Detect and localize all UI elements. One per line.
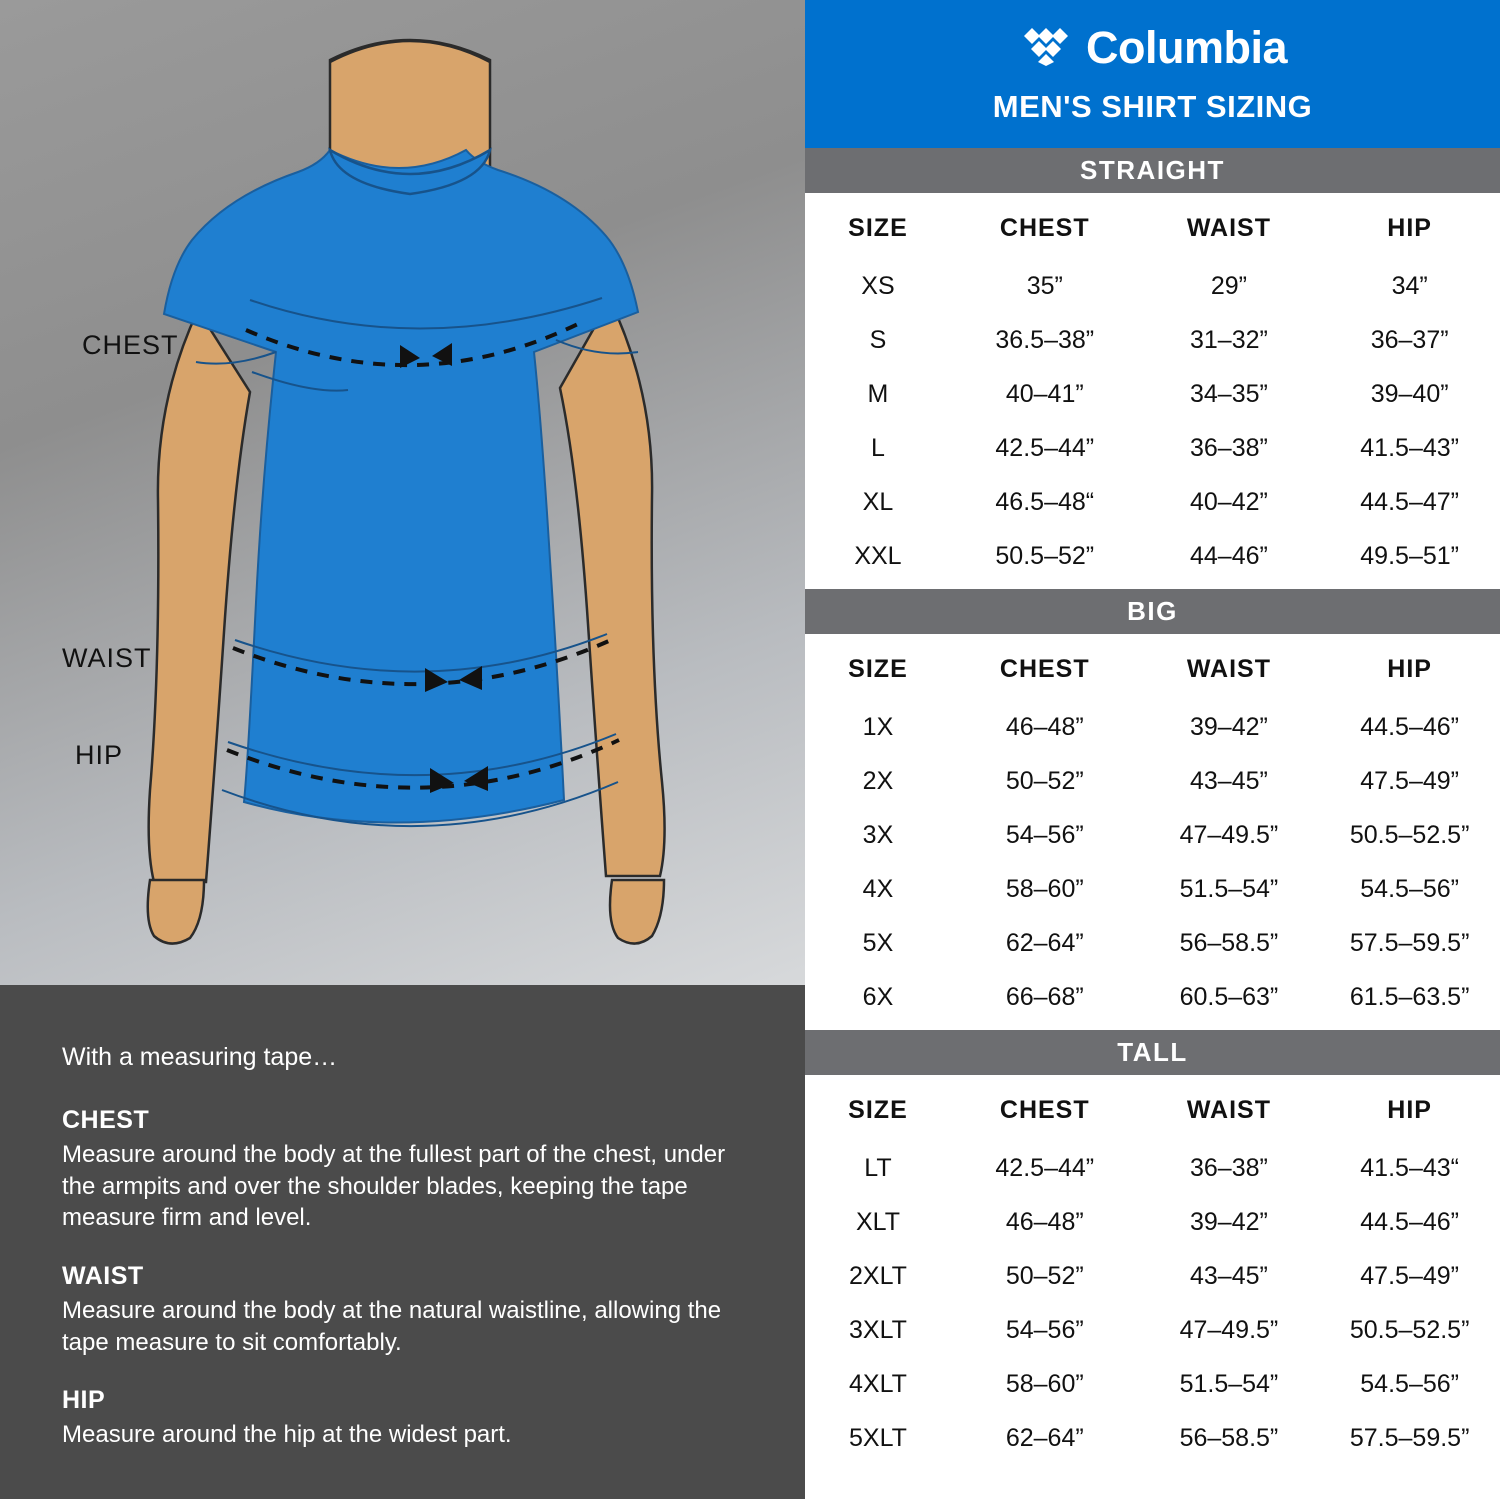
table-row bbox=[805, 367, 1500, 421]
cell-waist: 56–58.5” bbox=[1179, 1423, 1279, 1452]
table-row bbox=[805, 529, 1500, 583]
cell-size: XL bbox=[862, 487, 894, 516]
brand-header bbox=[805, 0, 1500, 148]
cell-size: S bbox=[869, 325, 887, 354]
cell-hip: 49.5–51” bbox=[1360, 541, 1459, 570]
instructions-intro: With a measuring tape… bbox=[62, 1043, 338, 1071]
cell-waist: 29” bbox=[1210, 271, 1247, 300]
cell-hip: 50.5–52.5” bbox=[1349, 1315, 1470, 1344]
cell-hip: 44.5–47” bbox=[1360, 487, 1459, 516]
cell-hip: 61.5–63.5” bbox=[1349, 982, 1470, 1011]
cell-chest: 50–52” bbox=[1005, 766, 1084, 795]
column-header-size: SIZE bbox=[848, 1095, 908, 1124]
instruction-text-hip: Measure around the hip at the widest part. bbox=[62, 1421, 512, 1449]
column-header-waist: WAIST bbox=[1186, 213, 1271, 242]
table-header-row bbox=[805, 197, 1500, 259]
cell-hip: 41.5–43“ bbox=[1360, 1153, 1459, 1182]
cell-waist: 60.5–63” bbox=[1179, 982, 1279, 1011]
section-header-big: BIG bbox=[805, 589, 1500, 634]
cell-chest: 50.5–52” bbox=[995, 541, 1095, 570]
column-header-chest: CHEST bbox=[999, 654, 1090, 683]
cell-size: XLT bbox=[855, 1207, 900, 1236]
chest-label: CHEST bbox=[82, 330, 179, 360]
instruction-title-hip: HIP bbox=[62, 1386, 106, 1415]
cell-chest: 46–48” bbox=[1005, 1207, 1084, 1236]
cell-waist: 56–58.5” bbox=[1179, 928, 1279, 957]
table-row bbox=[805, 916, 1500, 970]
cell-waist: 36–38” bbox=[1189, 433, 1268, 462]
cell-size: M bbox=[867, 379, 889, 408]
table-row bbox=[805, 1141, 1500, 1195]
cell-chest: 62–64” bbox=[1005, 1423, 1084, 1452]
cell-size: 5X bbox=[862, 928, 894, 957]
table-header-row bbox=[805, 1079, 1500, 1141]
cell-size: 5XLT bbox=[849, 1423, 907, 1452]
cell-size: 3XLT bbox=[849, 1315, 907, 1344]
table-row bbox=[805, 1303, 1500, 1357]
measurement-illustration bbox=[0, 0, 805, 985]
size-table-tall bbox=[805, 1079, 1500, 1465]
table-row bbox=[805, 475, 1500, 529]
table-row bbox=[805, 1195, 1500, 1249]
cell-hip: 41.5–43” bbox=[1360, 433, 1459, 462]
cell-hip: 39–40” bbox=[1370, 379, 1449, 408]
cell-waist: 43–45” bbox=[1189, 766, 1268, 795]
table-row bbox=[805, 1249, 1500, 1303]
cell-waist: 51.5–54” bbox=[1179, 1369, 1279, 1398]
size-table-big bbox=[805, 638, 1500, 1024]
cell-size: LT bbox=[864, 1153, 892, 1182]
cell-waist: 44–46” bbox=[1189, 541, 1268, 570]
column-header-chest: CHEST bbox=[999, 213, 1090, 242]
cell-chest: 54–56” bbox=[1005, 1315, 1084, 1344]
table-row bbox=[805, 313, 1500, 367]
instruction-title-waist: WAIST bbox=[62, 1262, 144, 1291]
column-header-size: SIZE bbox=[848, 213, 908, 242]
column-header-waist: WAIST bbox=[1186, 1095, 1271, 1124]
waist-label: WAIST bbox=[62, 643, 152, 673]
table-header-row bbox=[805, 638, 1500, 700]
cell-hip: 50.5–52.5” bbox=[1349, 820, 1470, 849]
table-row bbox=[805, 970, 1500, 1024]
table-row bbox=[805, 1411, 1500, 1465]
cell-hip: 54.5–56” bbox=[1360, 1369, 1459, 1398]
cell-size: 2X bbox=[862, 766, 894, 795]
instruction-text-chest: Measure around the body at the fullest part of the chest, under the armpits and over the shoulder blades, keeping the tape measure firm and level. bbox=[62, 1141, 726, 1232]
cell-chest: 58–60” bbox=[1005, 874, 1084, 903]
column-header-hip: HIP bbox=[1387, 654, 1432, 683]
cell-hip: 47.5–49” bbox=[1360, 766, 1459, 795]
cell-waist: 51.5–54” bbox=[1179, 874, 1279, 903]
instructions-panel bbox=[0, 985, 805, 1499]
section-header-tall: TALL bbox=[805, 1030, 1500, 1075]
cell-waist: 40–42” bbox=[1189, 487, 1268, 516]
table-row bbox=[805, 808, 1500, 862]
cell-hip: 47.5–49” bbox=[1360, 1261, 1459, 1290]
columbia-diamond-logo-icon bbox=[1018, 22, 1074, 73]
cell-chest: 54–56” bbox=[1005, 820, 1084, 849]
cell-size: 6X bbox=[862, 982, 894, 1011]
cell-chest: 40–41” bbox=[1005, 379, 1084, 408]
column-header-waist: WAIST bbox=[1186, 654, 1271, 683]
cell-hip: 34” bbox=[1391, 271, 1428, 300]
cell-chest: 46.5–48“ bbox=[995, 487, 1095, 516]
brand-name: Columbia bbox=[1085, 22, 1287, 73]
cell-chest: 66–68” bbox=[1005, 982, 1084, 1011]
table-row bbox=[805, 754, 1500, 808]
brand-subtitle: MEN'S SHIRT SIZING bbox=[992, 89, 1313, 124]
cell-chest: 36.5–38” bbox=[995, 325, 1095, 354]
column-header-hip: HIP bbox=[1387, 213, 1432, 242]
cell-size: 1X bbox=[862, 712, 894, 741]
cell-waist: 36–38” bbox=[1189, 1153, 1268, 1182]
cell-chest: 35” bbox=[1026, 271, 1063, 300]
cell-hip: 44.5–46” bbox=[1360, 1207, 1459, 1236]
table-row bbox=[805, 259, 1500, 313]
cell-size: XXL bbox=[854, 541, 902, 570]
cell-size: 3X bbox=[862, 820, 894, 849]
cell-chest: 42.5–44” bbox=[995, 1153, 1095, 1182]
cell-size: 4XLT bbox=[849, 1369, 907, 1398]
section-header-straight: STRAIGHT bbox=[805, 148, 1500, 193]
cell-waist: 47–49.5” bbox=[1179, 820, 1279, 849]
column-header-size: SIZE bbox=[848, 654, 908, 683]
cell-size: L bbox=[871, 433, 885, 462]
male-figure-illustration bbox=[0, 0, 805, 985]
cell-waist: 47–49.5” bbox=[1179, 1315, 1279, 1344]
column-header-hip: HIP bbox=[1387, 1095, 1432, 1124]
instruction-text-waist: Measure around the body at the natural waistline, allowing the tape measure to sit comfortably. bbox=[62, 1297, 722, 1356]
cell-waist: 43–45” bbox=[1189, 1261, 1268, 1290]
cell-size: 4X bbox=[862, 874, 894, 903]
cell-chest: 58–60” bbox=[1005, 1369, 1084, 1398]
table-row bbox=[805, 1357, 1500, 1411]
cell-chest: 50–52” bbox=[1005, 1261, 1084, 1290]
right-column bbox=[805, 0, 1500, 1499]
cell-size: 2XLT bbox=[849, 1261, 907, 1290]
instruction-title-chest: CHEST bbox=[62, 1106, 150, 1134]
cell-waist: 34–35” bbox=[1189, 379, 1268, 408]
cell-waist: 31–32” bbox=[1189, 325, 1268, 354]
cell-hip: 44.5–46” bbox=[1360, 712, 1459, 741]
table-row bbox=[805, 700, 1500, 754]
hip-label: HIP bbox=[75, 740, 124, 770]
cell-chest: 46–48” bbox=[1005, 712, 1084, 741]
cell-waist: 39–42” bbox=[1189, 712, 1268, 741]
cell-chest: 42.5–44” bbox=[995, 433, 1095, 462]
table-row bbox=[805, 862, 1500, 916]
size-table-straight bbox=[805, 197, 1500, 583]
cell-waist: 39–42” bbox=[1189, 1207, 1268, 1236]
column-header-chest: CHEST bbox=[999, 1095, 1090, 1124]
cell-size: XS bbox=[861, 271, 895, 300]
cell-hip: 57.5–59.5” bbox=[1349, 928, 1470, 957]
cell-hip: 54.5–56” bbox=[1360, 874, 1459, 903]
table-row bbox=[805, 421, 1500, 475]
cell-hip: 57.5–59.5” bbox=[1349, 1423, 1470, 1452]
cell-chest: 62–64” bbox=[1005, 928, 1084, 957]
cell-hip: 36–37” bbox=[1370, 325, 1449, 354]
